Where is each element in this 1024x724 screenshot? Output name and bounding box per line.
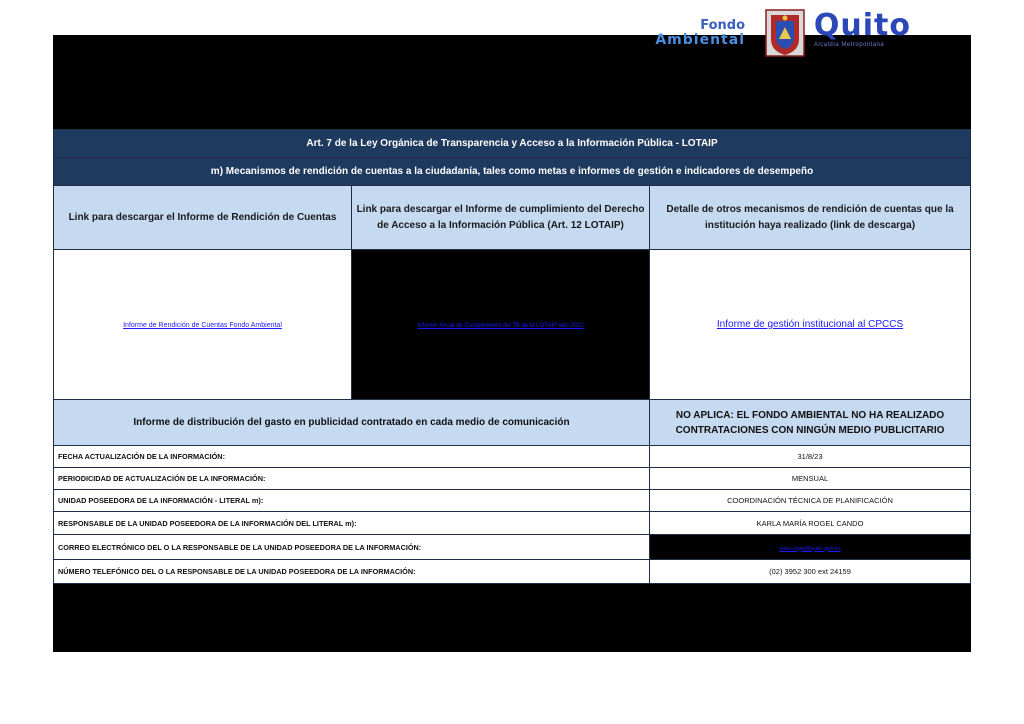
- title-row: [54, 130, 971, 158]
- rendicion-cell: [54, 250, 352, 400]
- meta-label: PERIODICIDAD DE ACTUALIZACIÓN DE LA INFORMACIÓN:: [54, 468, 650, 490]
- gasto-label: Informe de distribución del gasto en publicidad contratado en cada medio de comunicación: [54, 400, 650, 446]
- meta-row: [54, 512, 971, 535]
- meta-label: FECHA ACTUALIZACIÓN DE LA INFORMACIÓN:: [54, 446, 650, 468]
- cpccs-cell: [650, 250, 971, 400]
- column-header-row: [54, 186, 971, 250]
- cumplimiento-cell: [352, 250, 650, 400]
- fondo-logo-line1: Fondo: [700, 18, 745, 33]
- lotaip-table: [53, 129, 971, 584]
- meta-value: MENSUAL: [650, 468, 971, 490]
- meta-label: NÚMERO TELEFÓNICO DEL O LA RESPONSABLE DE LA UNIDAD POSEEDORA DE LA INFORMACIÓN:: [54, 560, 650, 584]
- links-row: [54, 250, 971, 400]
- gasto-value: NO APLICA: EL FONDO AMBIENTAL NO HA REALIZADO CONTRATACIONES CON NINGÚN MEDIO PUBLICITARIO: [650, 400, 971, 446]
- cumplimiento-link[interactable]: Informe Anual de Cumplimiento del 7B de la LOTAIP año 2022: [417, 323, 584, 329]
- subtitle-row: [54, 158, 971, 186]
- column-header: Detalle de otros mecanismos de rendición de cuentas que la institución haya realizado (link de descarga): [650, 186, 971, 250]
- meta-label: UNIDAD POSEEDORA DE LA INFORMACIÓN - LITERAL m):: [54, 490, 650, 512]
- meta-row: [54, 446, 971, 468]
- fondo-logo-line2: Ambiental: [655, 32, 745, 48]
- fondo-ambiental-logo: [655, 19, 745, 47]
- meta-value: COORDINACIÓN TÉCNICA DE PLANIFICACIÓN: [650, 490, 971, 512]
- quito-logo-text: Quito: [813, 8, 911, 43]
- page-title: Art. 7 de la Ley Orgánica de Transparencia y Acceso a la Información Pública - LOTAIP: [54, 130, 971, 158]
- meta-value: KARLA MARÍA ROGEL CANDO: [650, 512, 971, 535]
- quito-shield-icon: [765, 9, 805, 57]
- meta-value: 31/8/23: [650, 446, 971, 468]
- rendicion-link[interactable]: Informe de Rendición de Cuentas Fondo Ambiental: [123, 322, 282, 329]
- logo-area: [655, 5, 915, 65]
- quito-logo-subtext: Alcaldía Metropolitana: [813, 42, 885, 48]
- meta-label: RESPONSABLE DE LA UNIDAD POSEEDORA DE LA INFORMACIÓN DEL LITERAL m):: [54, 512, 650, 535]
- email-link[interactable]: karla.rogel@quito.gob.ec: [779, 545, 841, 552]
- meta-row: [54, 535, 971, 560]
- meta-row: [54, 468, 971, 490]
- meta-label: CORREO ELECTRÓNICO DEL O LA RESPONSABLE DE LA UNIDAD POSEEDORA DE LA INFORMACIÓN:: [54, 535, 650, 560]
- meta-row: [54, 490, 971, 512]
- cpccs-link[interactable]: Informe de gestión institucional al CPCCS: [716, 319, 904, 330]
- gasto-row: [54, 400, 971, 446]
- quito-logo: [813, 8, 911, 49]
- column-header: Link para descargar el Informe de cumplimiento del Derecho de Acceso a la Información Pública (Art. 12 LOTAIP): [352, 186, 650, 250]
- meta-value: (02) 3952 300 ext 24159: [650, 560, 971, 584]
- email-cell: [650, 535, 971, 560]
- meta-row: [54, 560, 971, 584]
- column-header: Link para descargar el Informe de Rendición de Cuentas: [54, 186, 352, 250]
- page-subtitle: m) Mecanismos de rendición de cuentas a la ciudadanía, tales como metas e informes de gestión e indicadores de desempeño: [54, 158, 971, 186]
